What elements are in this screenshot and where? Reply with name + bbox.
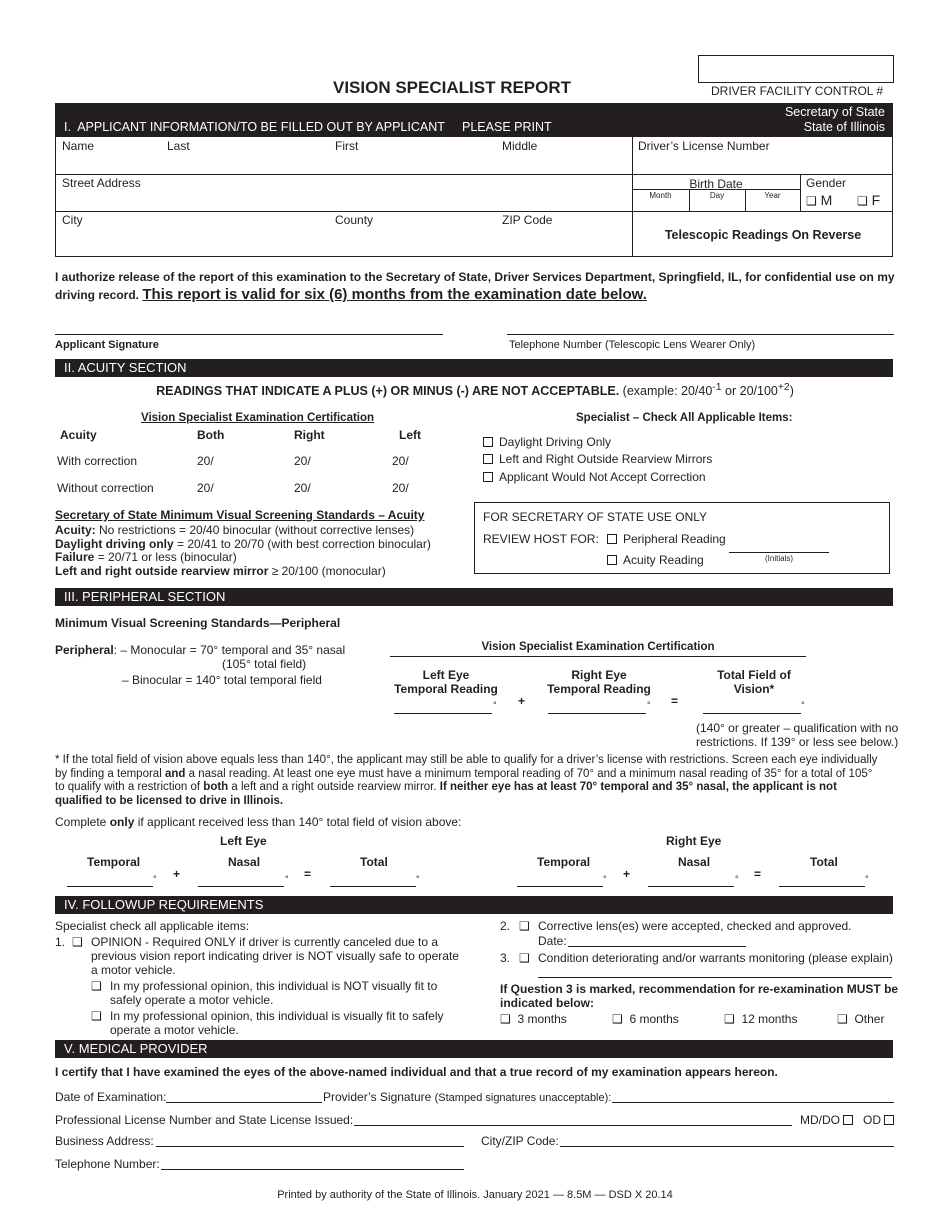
checkbox-icon: ❑	[612, 1012, 623, 1026]
total-field-head: Total Field of Vision*	[717, 668, 791, 696]
reexam-other[interactable]: ❑ Other	[837, 1012, 885, 1026]
sos-use-title: FOR SECRETARY OF STATE USE ONLY	[483, 510, 708, 524]
plus-sign: +	[173, 867, 181, 881]
checkbox-icon: ❑	[500, 1012, 511, 1026]
applicant-signature-label: Applicant Signature	[55, 339, 159, 351]
right-temporal-label: Temporal	[537, 855, 591, 869]
gender-f-option[interactable]	[857, 192, 880, 208]
item3-text: Condition deteriorating and/or warrants monitoring (please explain)	[538, 951, 893, 965]
col-right: Right	[294, 428, 325, 442]
gender-label: Gender	[806, 176, 847, 190]
row-without-correction: Without correction	[57, 481, 154, 495]
right-nasal-label: Nasal	[678, 855, 711, 869]
date-exam-label: Date of Examination:	[55, 1090, 167, 1104]
city-zip-label: City/ZIP Code:	[481, 1134, 559, 1148]
std-mirror: Left and right outside rearview mirror ≥ 20/100 (monocular)	[55, 563, 386, 578]
checkbox-icon: ❑	[91, 1009, 102, 1023]
readings-warning	[55, 382, 895, 398]
left-eye-heading: Left Eye	[220, 834, 267, 848]
right-temporal-head: Right Eye Temporal Reading	[547, 668, 651, 696]
left-total-label: Total	[360, 855, 388, 869]
mddo-label: MD/DO	[800, 1113, 840, 1127]
qualification-note: (140° or greater – qualification with no restrictions. If 139° or less see below.)	[696, 721, 899, 749]
std-failure: Failure = 20/71 or less (binocular)	[55, 550, 237, 564]
checkbox-icon: ❑	[72, 935, 83, 949]
checkbox-icon	[843, 1115, 853, 1125]
report-title: VISION SPECIALIST REPORT	[333, 78, 572, 97]
row-with-correction: With correction	[57, 454, 138, 468]
degree-sign: °	[801, 700, 805, 710]
left-nasal-input[interactable]	[198, 886, 284, 887]
city-zip-field[interactable]	[560, 1146, 894, 1147]
readings-warning-bold: READINGS THAT INDICATE A PLUS (+) OR MINUS (-) ARE NOT ACCEPTABLE.	[156, 384, 620, 399]
with-right-field[interactable]: 20/	[294, 454, 311, 468]
section5-header: V. MEDICAL PROVIDER	[55, 1040, 893, 1058]
section2-header: II. ACUITY SECTION	[55, 359, 893, 377]
peripheral-min-title: Minimum Visual Screening Standards—Peripheral	[55, 616, 341, 630]
city-label: City	[62, 213, 83, 227]
acuity-reading-check[interactable]	[607, 553, 704, 567]
item3-explain-field[interactable]	[538, 977, 892, 978]
agency-line2: State of Illinois	[803, 120, 885, 134]
plus-sign: +	[623, 867, 631, 881]
without-both-field[interactable]: 20/	[197, 481, 214, 495]
opinion-not-fit-text: In my professional opinion, this individual is NOT visually fit to safely operate a motor vehicle.	[110, 979, 438, 1007]
initials-label: (Initials)	[765, 554, 794, 563]
right-total-input[interactable]	[779, 886, 865, 887]
left-temporal-field[interactable]	[394, 713, 492, 714]
check-mirrors[interactable]	[483, 452, 712, 466]
complete-only-note: Complete only if applicant received less than 140° total field of vision above:	[55, 815, 462, 829]
left-total-input[interactable]	[330, 886, 416, 887]
item2-checkbox[interactable]	[519, 919, 530, 933]
checkbox-icon: ❑	[519, 919, 530, 933]
checkbox-icon	[607, 534, 617, 544]
example-close: )	[789, 384, 794, 399]
name-label: Name	[62, 139, 95, 153]
od-label: OD	[863, 1113, 881, 1127]
acuity-standards-title: Secretary of State Minimum Visual Screening Standards – Acuity	[55, 508, 425, 522]
item1-text: OPINION - Required ONLY if driver is currently canceled due to a previous vision report indicating driver is NOT visually safe to operate a motor vehicle.	[91, 935, 459, 977]
county-label: County	[335, 213, 374, 227]
section3-header: III. PERIPHERAL SECTION	[55, 588, 893, 606]
control-number-field[interactable]	[698, 55, 894, 83]
opinion-fit-text: In my professional opinion, this individual is visually fit to safely operate a motor vehicle.	[110, 1009, 444, 1037]
specialist-check-title: Specialist – Check All Applicable Items:	[576, 412, 793, 424]
reexam-12-months[interactable]: ❑ 12 months	[724, 1012, 798, 1026]
telescopic-note: Telescopic Readings On Reverse	[664, 228, 862, 242]
peripheral-mono-total: (105° total field)	[222, 657, 307, 671]
checkbox-icon	[483, 472, 493, 482]
peripheral-bino: – Binocular = 140° total temporal field	[122, 673, 322, 687]
degree-sign: °	[865, 874, 869, 884]
dl-number-label: Driver’s License Number	[638, 139, 770, 153]
item1-checkbox[interactable]	[72, 935, 83, 949]
checkbox-icon	[884, 1115, 894, 1125]
certify-statement: I certify that I have examined the eyes of the above-named individual and that a true record of my examination appears hereon.	[55, 1065, 778, 1079]
degree-sign: °	[416, 874, 420, 884]
readings-example: (example: 20/40	[622, 384, 713, 399]
acuity-reading-label: Acuity Reading	[623, 553, 704, 567]
gender-m-label: M	[820, 192, 833, 208]
degree-sign: °	[735, 874, 739, 884]
std-acuity: Acuity: No restrictions = 20/40 binocular (without corrective lenses)	[55, 523, 415, 537]
gender-m-option[interactable]	[806, 192, 832, 208]
degree-sign: °	[603, 874, 607, 884]
control-number-label: DRIVER FACILITY CONTROL #	[711, 84, 884, 98]
section4-header: IV. FOLLOWUP REQUIREMENTS	[55, 896, 893, 914]
checkbox-icon: ❑	[837, 1012, 848, 1026]
peripheral-reading-check[interactable]	[607, 532, 726, 546]
without-left-field[interactable]: 20/	[392, 481, 409, 495]
item2-text: Corrective lens(es) were accepted, checked and approved.	[538, 919, 852, 933]
telephone-line[interactable]	[507, 334, 894, 335]
checkbox-icon: ❑	[91, 979, 102, 993]
check-no-correction[interactable]	[483, 470, 706, 484]
agency-line1: Secretary of State	[784, 105, 885, 119]
validity-statement: This report is valid for six (6) months from the examination date below.	[142, 286, 647, 303]
equals-sign: =	[671, 694, 679, 708]
example-or: or 20/100	[721, 384, 778, 399]
opinion-not-fit-checkbox[interactable]	[91, 979, 102, 993]
without-right-field[interactable]: 20/	[294, 481, 311, 495]
peripheral-mono: Peripheral: – Monocular = 70° temporal and 35° nasal	[55, 643, 346, 657]
item3-number: 3.	[500, 951, 511, 965]
plus-sign: +	[518, 694, 526, 708]
zip-label: ZIP Code	[502, 213, 553, 227]
right-eye-heading: Right Eye	[666, 834, 722, 848]
std-daylight: Daylight driving only = 20/41 to 20/70 (with best correction binocular)	[55, 536, 431, 551]
cert-title-rule	[390, 656, 806, 657]
od-check[interactable]	[863, 1113, 894, 1127]
with-both-field[interactable]: 20/	[197, 454, 214, 468]
month-label: Month	[649, 191, 672, 200]
opinion-fit-checkbox[interactable]	[91, 1009, 102, 1023]
check-daylight-label: Daylight Driving Only	[499, 435, 612, 449]
footer-authority: Printed by authority of the State of Illinois. January 2021 — 8.5M — DSD X 20.14	[277, 1189, 673, 1201]
left-temporal-input[interactable]	[67, 886, 153, 887]
degree-sign: °	[493, 700, 497, 710]
checkbox-icon: ❑	[806, 194, 817, 208]
license-field[interactable]	[354, 1125, 792, 1126]
degree-sign: °	[153, 874, 157, 884]
checkbox-icon: ❑	[857, 194, 868, 208]
equals-sign: =	[304, 867, 312, 881]
middle-name-label: Middle	[502, 139, 538, 153]
check-mirrors-label: Left and Right Outside Rearview Mirrors	[499, 452, 713, 466]
sos-use-box	[474, 502, 890, 574]
mddo-check[interactable]	[800, 1113, 853, 1127]
acuity-standards	[55, 524, 431, 578]
total-field-field[interactable]	[703, 713, 801, 714]
peripheral-reading-label: Peripheral Reading	[623, 532, 726, 546]
with-left-field[interactable]: 20/	[392, 454, 409, 468]
grid-rowline	[55, 174, 893, 175]
license-label: Professional License Number and State License Issued:	[55, 1113, 354, 1127]
birth-date-label: Birth Date	[689, 177, 743, 191]
provider-signature-field[interactable]	[612, 1102, 894, 1103]
date-exam-field[interactable]	[166, 1102, 322, 1103]
degree-sign: °	[647, 700, 651, 710]
day-label: Day	[709, 191, 725, 200]
item3-checkbox[interactable]	[519, 951, 530, 965]
review-host-label: REVIEW HOST FOR:	[483, 532, 599, 546]
left-temporal-label: Temporal	[87, 855, 141, 869]
right-total-label: Total	[810, 855, 838, 869]
authorize-statement: I authorize release of the report of this examination to the Secretary of State, Driver Services Department, Springfield, IL, for confidential use on my driving record.	[55, 270, 895, 302]
peripheral-cert-title: Vision Specialist Examination Certification	[481, 641, 715, 653]
example-sup-2: +2	[777, 382, 790, 393]
telephone-field[interactable]	[161, 1169, 464, 1170]
item1-number: 1.	[55, 935, 66, 949]
checkbox-icon	[483, 454, 493, 464]
grid-divider	[800, 174, 801, 211]
item2-date-label: Date:	[538, 934, 567, 948]
col-both: Both	[197, 428, 225, 442]
authorize-text	[55, 268, 895, 304]
acuity-cert-title: Vision Specialist Examination Certification	[141, 412, 375, 424]
item2-number: 2.	[500, 919, 511, 933]
check-no-correction-label: Applicant Would Not Accept Correction	[499, 470, 706, 484]
checkbox-icon	[483, 437, 493, 447]
col-left: Left	[399, 428, 421, 442]
first-name-label: First	[335, 139, 359, 153]
equals-sign: =	[754, 867, 762, 881]
check-daylight[interactable]	[483, 435, 611, 449]
applicant-signature-line[interactable]	[55, 334, 443, 335]
gender-f-label: F	[871, 192, 881, 208]
peripheral-footnote: * If the total field of vision above equals less than 140°, the applicant may still be able to qualify for a driver’s license with restrictions. Screen each eye individually by finding a temporal and a nasal reading. At least one eye must have a minimum temporal reading of 70° and a minimum nasal reading of 35° for a total of 105° to qualify with a restriction of both a left and a right outside rearview mirror. If neither eye has at least 70° temporal and 35° nasal, the applicant is not qualified to be licensed to drive in Illinois.	[55, 754, 878, 807]
right-temporal-input[interactable]	[517, 886, 603, 887]
followup-intro: Specialist check all applicable items:	[55, 919, 250, 933]
telephone-label: Telephone Number (Telescopic Lens Wearer Only)	[509, 339, 756, 351]
degree-sign: °	[285, 874, 289, 884]
last-name-label: Last	[167, 139, 190, 153]
checkbox-icon	[607, 555, 617, 565]
street-label: Street Address	[62, 176, 141, 190]
left-nasal-label: Nasal	[228, 855, 261, 869]
grid-rowline	[55, 211, 893, 212]
reexam-note: If Question 3 is marked, recommendation for re-examination MUST be indicated below:	[500, 982, 899, 1010]
reexam-6-months[interactable]: ❑ 6 months	[612, 1012, 679, 1026]
col-acuity: Acuity	[60, 428, 97, 442]
business-address-label: Business Address:	[55, 1134, 154, 1148]
section1-title: I. APPLICANT INFORMATION/TO BE FILLED OUT BY APPLICANT PLEASE PRINT	[64, 120, 552, 134]
reexam-3-months[interactable]: ❑ 3 months	[500, 1012, 567, 1026]
left-temporal-head: Left Eye Temporal Reading	[394, 668, 498, 696]
example-sup-1: -1	[712, 382, 722, 393]
checkbox-icon: ❑	[519, 951, 530, 965]
year-label: Year	[764, 191, 781, 200]
provider-signature-label: Provider’s Signature (Stamped signatures unacceptable):	[323, 1090, 612, 1104]
checkbox-icon: ❑	[724, 1012, 735, 1026]
right-nasal-input[interactable]	[648, 886, 734, 887]
section1-header	[55, 103, 893, 137]
telephone-label: Telephone Number:	[55, 1157, 160, 1171]
initials-line[interactable]	[729, 552, 829, 553]
right-temporal-field[interactable]	[548, 713, 646, 714]
item2-date-field[interactable]	[568, 946, 746, 947]
business-address-field[interactable]	[156, 1146, 464, 1147]
